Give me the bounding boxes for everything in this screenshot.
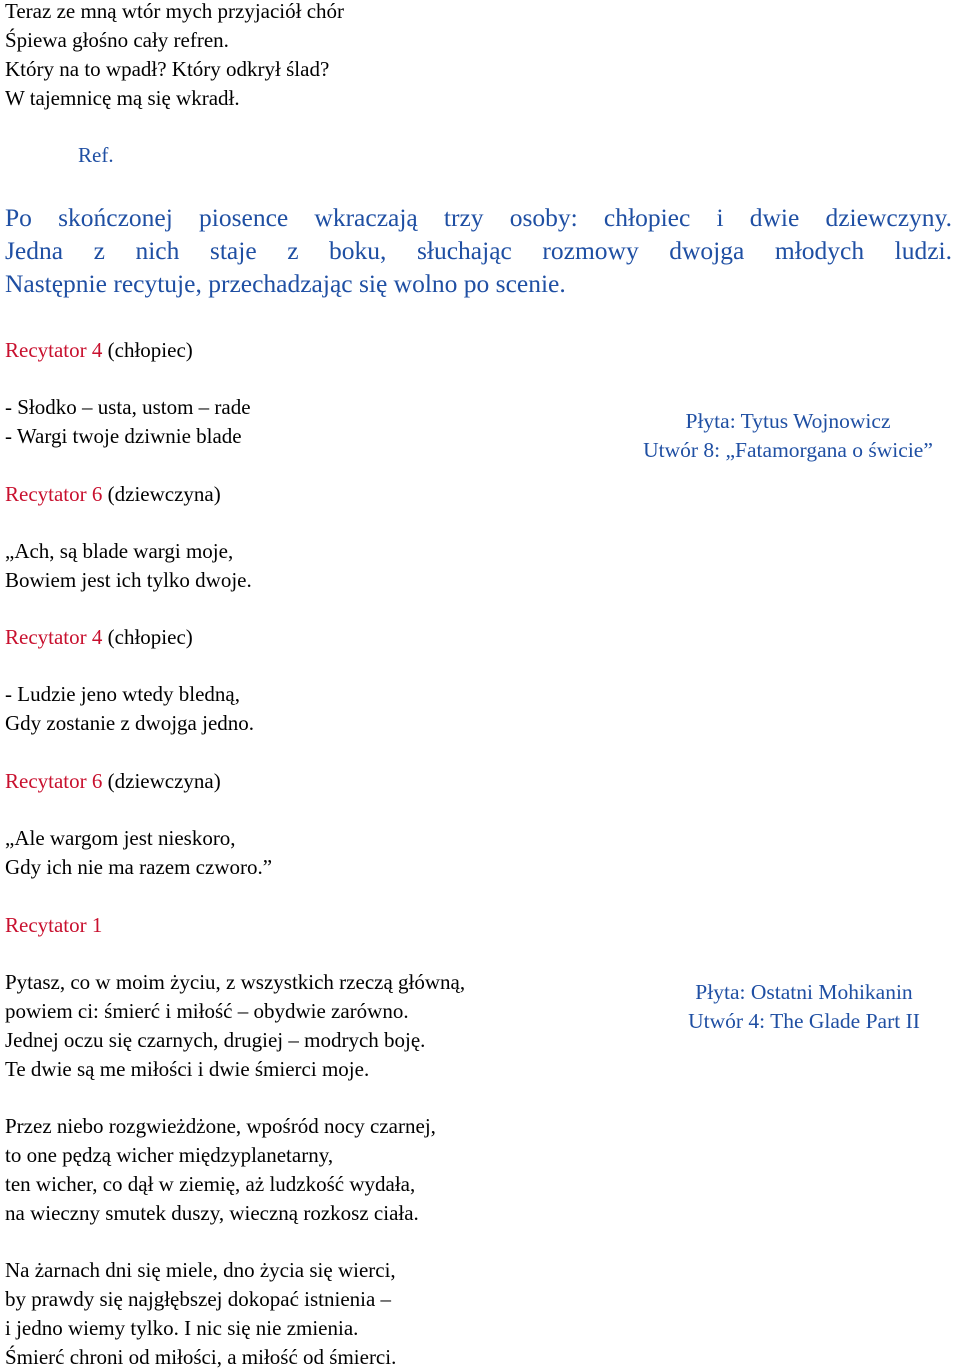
speaker-role: (chłopiec) — [102, 338, 193, 362]
speaker-heading — [5, 336, 193, 365]
speaker-heading: Recytator 1 — [5, 913, 103, 937]
poem-line: ten wicher, co dął w ziemię, aż ludzkość wydała, — [5, 1172, 416, 1196]
refrain-label: Ref. — [78, 143, 114, 167]
speaker-role: (dziewczyna) — [102, 769, 221, 793]
speaker-role: (chłopiec) — [102, 625, 193, 649]
music-note — [654, 978, 954, 1036]
stage-direction-line: Po skończonej piosence wkraczają trzy osoby: chłopiec i dwie dziewczyny. — [5, 203, 952, 232]
poem-line: i jedno wiemy tylko. I nic się nie zmienia. — [5, 1316, 359, 1340]
poem-line: na wieczny smutek duszy, wieczną rozkosz ciała. — [5, 1201, 419, 1225]
speaker-name: Recytator 6 — [5, 482, 103, 506]
speaker-name: Recytator 6 — [5, 769, 103, 793]
verse-line: Który na to wpadł? Który odkrył ślad? — [5, 57, 330, 81]
dialogue-line: „Ach, są blade wargi moje, — [5, 539, 234, 563]
track-label: Utwór 4: The Glade Part II — [688, 1009, 920, 1033]
album-label: Płyta: Ostatni Mohikanin — [695, 980, 913, 1004]
verse-line: Teraz ze mną wtór mych przyjaciół chór — [5, 0, 345, 23]
poem-line: powiem ci: śmierć i miłość – obydwie zarówno. — [5, 999, 409, 1023]
poem-line: Na żarnach dni się miele, dno życia się wierci, — [5, 1258, 396, 1282]
stage-direction-line: Następnie recytuje, przechadzając się wolno po scenie. — [5, 269, 566, 298]
dialogue-line: Gdy ich nie ma razem czworo.” — [5, 855, 273, 879]
dialogue-line: - Wargi twoje dziwnie blade — [5, 424, 242, 448]
track-label: Utwór 8: „Fatamorgana o świcie” — [643, 438, 933, 462]
dialogue-line: - Ludzie jeno wtedy bledną, — [5, 682, 240, 706]
dialogue-line: „Ale wargom jest nieskoro, — [5, 826, 236, 850]
verse-line: Śpiewa głośno cały refren. — [5, 28, 229, 52]
album-label: Płyta: Tytus Wojnowicz — [685, 409, 891, 433]
speaker-heading — [5, 767, 221, 796]
music-note — [618, 407, 958, 465]
speaker-name: Recytator 4 — [5, 338, 103, 362]
speaker-role: (dziewczyna) — [102, 482, 221, 506]
stage-direction-line: Jedna z nich staje z boku, słuchając rozmowy dwojga młodych ludzi. — [5, 236, 952, 265]
dialogue-line: Gdy zostanie z dwojga jedno. — [5, 711, 255, 735]
speaker-name: Recytator 4 — [5, 625, 103, 649]
poem-line: Śmierć chroni od miłości, a miłość od śmierci. — [5, 1345, 397, 1369]
dialogue-line: Bowiem jest ich tylko dwoje. — [5, 568, 252, 592]
poem-line: by prawdy się najgłębszej dokopać istnienia – — [5, 1287, 392, 1311]
speaker-heading — [5, 623, 193, 652]
speaker-heading — [5, 480, 221, 509]
poem-line: Te dwie są me miłości i dwie śmierci moje. — [5, 1057, 370, 1081]
poem-line: to one pędzą wicher międzyplanetarny, — [5, 1143, 334, 1167]
dialogue-line: - Słodko – usta, ustom – rade — [5, 395, 251, 419]
poem-line: Pytasz, co w moim życiu, z wszystkich rzeczą główną, — [5, 970, 466, 994]
poem-line: Przez niebo rozgwieżdżone, wpośród nocy czarnej, — [5, 1114, 436, 1138]
verse-line: W tajemnicę mą się wkradł. — [5, 86, 240, 110]
poem-line: Jednej oczu się czarnych, drugiej – modrych boję. — [5, 1028, 426, 1052]
